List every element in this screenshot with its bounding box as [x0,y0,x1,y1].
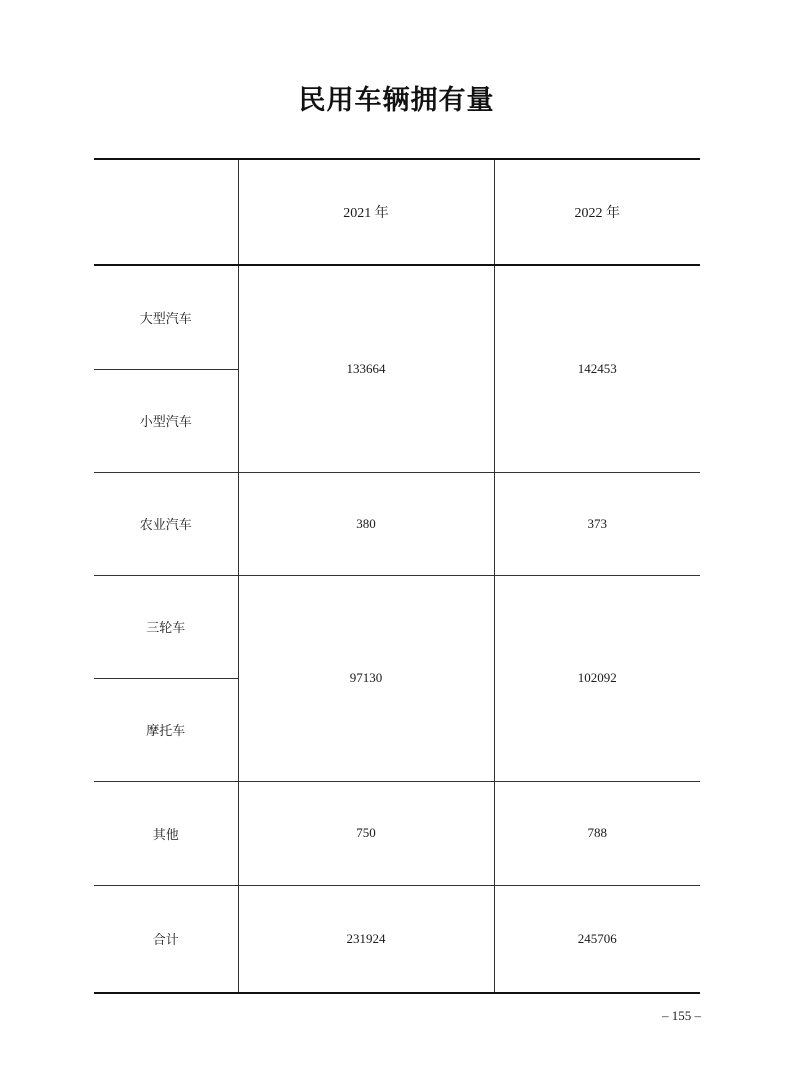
header-year-2022-label: 2022 年 [574,206,620,221]
row-label-small-car: 小型汽车 [94,369,238,472]
header-year-2022 [494,159,700,265]
header-year-2021-label: 2021 年 [343,206,389,221]
vehicle-ownership-table [94,158,700,994]
value-2022-large-small-car: 142453 [494,265,700,472]
table-row [94,781,700,885]
table-row [94,472,700,575]
page-title: 民用车辆拥有量 [298,85,495,116]
value-2022-total: 245706 [494,885,700,993]
value-2021-large-small-car: 133664 [238,265,494,472]
header-year-2021 [238,159,494,265]
table-row [94,265,700,369]
table-row-total [94,885,700,993]
row-label-agri-car: 农业汽车 [94,472,238,575]
value-2022-agri-car: 373 [494,472,700,575]
value-2021-total: 231924 [238,885,494,993]
table-header-row [94,159,700,265]
row-label-total: 合计 [94,885,238,993]
row-label-other: 其他 [94,781,238,885]
table-row [94,575,700,678]
row-label-large-car: 大型汽车 [94,265,238,369]
value-2022-other: 788 [494,781,700,885]
row-label-motorcycle: 摩托车 [94,678,238,781]
page-number: – 155 – [662,1008,701,1023]
value-2021-agri-car: 380 [238,472,494,575]
value-2022-tricycle-motorcycle: 102092 [494,575,700,781]
value-2021-tricycle-motorcycle: 97130 [238,575,494,781]
value-2021-other: 750 [238,781,494,885]
row-label-tricycle: 三轮车 [94,575,238,678]
header-blank-cell [94,159,238,265]
